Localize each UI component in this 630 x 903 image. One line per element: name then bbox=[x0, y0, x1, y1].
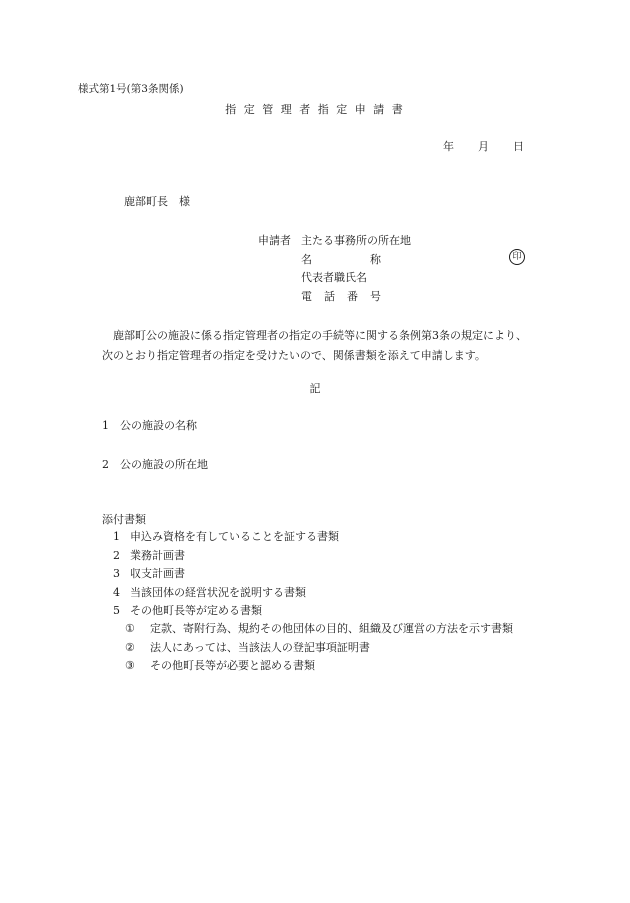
list-item-number: 1 bbox=[113, 530, 120, 543]
list-item-text: 業務計画書 bbox=[130, 548, 185, 562]
list-item-number: 2 bbox=[113, 548, 120, 562]
list-item bbox=[113, 528, 339, 547]
list-item-text: 当該団体の経営状況を説明する書類 bbox=[130, 585, 306, 599]
phone-number-label bbox=[301, 288, 381, 304]
date-month-label: 月 bbox=[478, 140, 489, 153]
tel-label-char-1: 電 bbox=[301, 290, 312, 303]
tel-label-char-3: 番 bbox=[347, 290, 358, 303]
item-text: 公の施設の名称 bbox=[120, 419, 197, 432]
list-item-text: 収支計画書 bbox=[130, 567, 185, 580]
sub-list-item bbox=[125, 639, 513, 658]
item-number: 1 bbox=[102, 419, 109, 432]
tel-label-char-2: 話 bbox=[324, 290, 335, 303]
sub-list-mark: ② bbox=[125, 640, 135, 654]
form-number-label: 様式第1号(第3条関係) bbox=[78, 83, 184, 95]
list-item-text: その他町長等が定める書類 bbox=[130, 604, 262, 617]
applicant-label: 申請者 bbox=[258, 234, 291, 247]
list-item-number: 4 bbox=[113, 585, 120, 599]
list-item bbox=[113, 602, 339, 621]
attachments-list bbox=[113, 528, 339, 621]
item-facility-name bbox=[102, 417, 197, 433]
list-item bbox=[113, 547, 339, 566]
list-item bbox=[113, 565, 339, 584]
addressee: 鹿部町長 様 bbox=[124, 195, 190, 208]
item-number: 2 bbox=[102, 458, 109, 471]
document-title bbox=[0, 101, 630, 117]
list-item-number: 3 bbox=[113, 567, 120, 580]
date-year-label: 年 bbox=[443, 140, 454, 153]
name-label-char-2: 称 bbox=[370, 253, 381, 266]
sub-list-item bbox=[125, 620, 513, 639]
list-item-text: 申込み資格を有していることを証する書類 bbox=[130, 530, 339, 543]
sub-list-item bbox=[125, 657, 513, 676]
statement-line-1: 鹿部町公の施設に係る指定管理者の指定の手続等に関する条例第3条の規定により、 bbox=[113, 329, 527, 342]
representative-label: 代表者職氏名 bbox=[301, 271, 367, 284]
organization-name-label bbox=[301, 251, 381, 267]
application-statement bbox=[102, 326, 562, 366]
list-item-number: 5 bbox=[113, 604, 120, 617]
office-address-label: 主たる事務所の所在地 bbox=[301, 234, 411, 247]
name-label-char-1: 名 bbox=[301, 253, 312, 266]
sub-list-mark: ③ bbox=[125, 659, 135, 672]
sub-list-text: その他町長等が必要と認める書類 bbox=[150, 659, 315, 672]
date-day-label: 日 bbox=[513, 140, 524, 153]
sub-list-mark: ① bbox=[125, 622, 135, 635]
document-title-text: 指 定 管 理 者 指 定 申 請 書 bbox=[225, 103, 405, 116]
sub-list-text: 法人にあっては、当該法人の登記事項証明書 bbox=[150, 640, 370, 654]
tel-label-char-4: 号 bbox=[370, 290, 381, 303]
item-text: 公の施設の所在地 bbox=[120, 458, 208, 471]
seal-mark: 印 bbox=[509, 249, 525, 265]
sub-list-text: 定款、寄附行為、規約その他団体の目的、組織及び運営の方法を示す書類 bbox=[150, 622, 513, 635]
item-facility-address bbox=[102, 456, 208, 472]
list-item bbox=[113, 584, 339, 603]
statement-line-2: 次のとおり指定管理者の指定を受けたいので、関係書類を添えて申請します。 bbox=[102, 349, 486, 362]
attachments-sub-list bbox=[125, 620, 513, 676]
attachments-title: 添付書類 bbox=[102, 513, 146, 526]
ki-heading: 記 bbox=[309, 382, 321, 395]
